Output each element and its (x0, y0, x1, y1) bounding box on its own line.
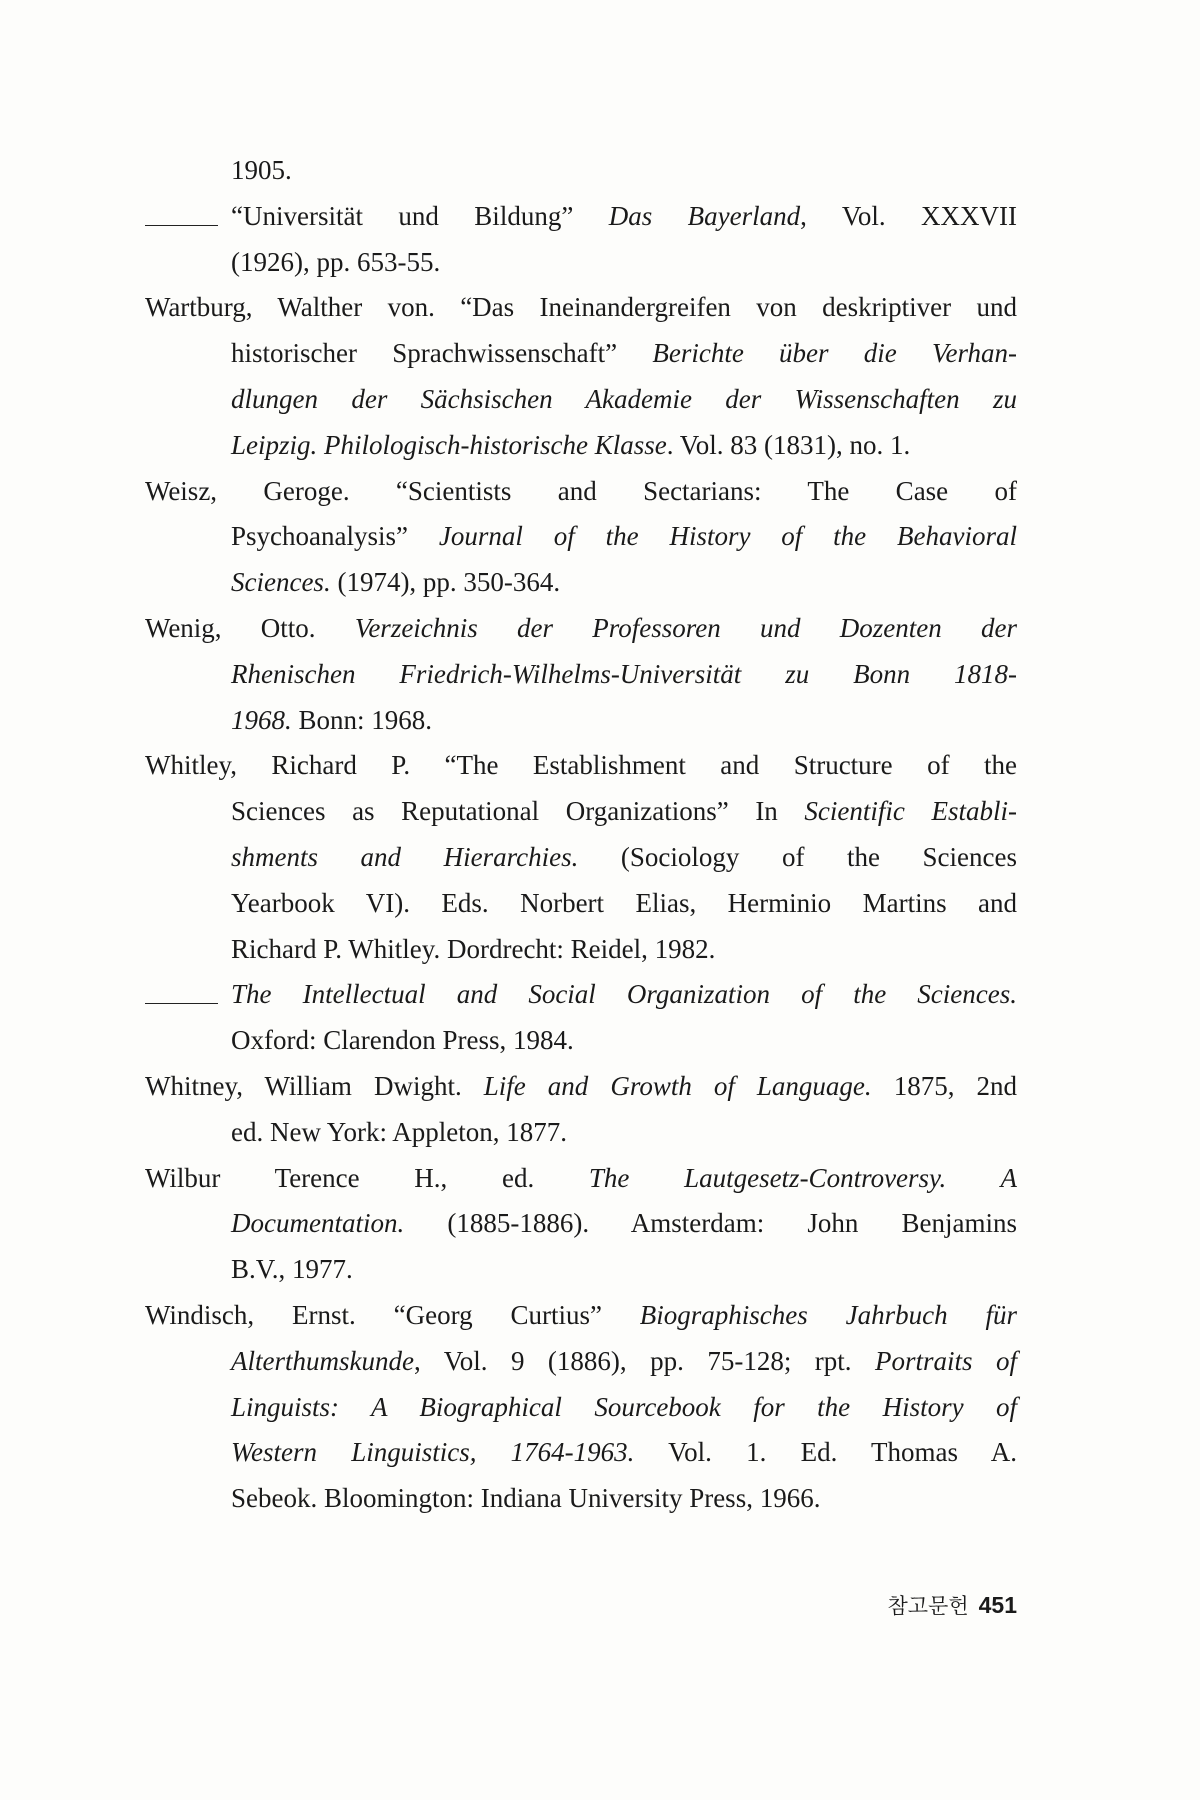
same-author-dash (145, 225, 218, 226)
entry-line (145, 1293, 1017, 1339)
italic-title-text: Portraits of (875, 1345, 1017, 1376)
bibliography-list (145, 148, 1017, 1522)
entry-text: 1905. (231, 155, 292, 185)
bibliography-entry (145, 743, 1017, 972)
entry-line (145, 743, 1017, 789)
entry-line (231, 1110, 1017, 1156)
entry-line (145, 1064, 1017, 1110)
entry-line (231, 1018, 1017, 1064)
italic-title-text: Rhenischen Friedrich-Wilhelms-Universität zu Bonn 1818- (231, 658, 1017, 689)
bibliography-entry (145, 972, 1017, 1064)
bibliography-entry (145, 1064, 1017, 1156)
entry-line (231, 377, 1017, 423)
italic-title-text: 1968. (231, 704, 292, 735)
italic-title-text: Verzeichnis der Professoren und Dozenten der (354, 612, 1018, 643)
entry-line (231, 1201, 1017, 1247)
italic-title-text: shments and Hierarchies. (231, 841, 579, 872)
entry-text: Sebeok. Bloomington: Indiana University Press, 1966. (231, 1483, 821, 1514)
page-number: 451 (978, 1592, 1017, 1618)
entry-text: ed. New York: Appleton, 1877. (231, 1116, 567, 1147)
running-footer-section: 참고문헌 (887, 1594, 969, 1618)
entry-line (231, 560, 1017, 606)
entry-line (231, 240, 1017, 286)
entry-line (231, 1385, 1017, 1431)
bibliography-entry (145, 1293, 1017, 1522)
entry-line (231, 652, 1017, 698)
italic-title-text: Leipzig. Philologisch-historische Klasse (231, 429, 667, 460)
bibliography-entry (145, 194, 1017, 286)
entry-line (231, 881, 1017, 927)
same-author-dash (145, 1003, 218, 1004)
entry-text: , Vol. 9 (1886), pp. 75-128; rpt. (413, 1345, 875, 1376)
entry-line (231, 1339, 1017, 1385)
entry-line (231, 1247, 1017, 1293)
entry-text: Wartburg, Walther von. “Das Ineinandergreifen von deskriptiver und (145, 292, 1017, 323)
italic-title-text: Das Bayerland (608, 200, 801, 231)
entry-line (231, 789, 1017, 835)
italic-title-text: Documentation. (231, 1208, 405, 1239)
entry-text: Sciences as Reputational Organizations” In (231, 796, 805, 827)
entry-line (231, 698, 1017, 744)
entry-line (145, 285, 1017, 331)
entry-line (145, 606, 1017, 652)
page-footer (880, 1590, 1017, 1620)
entry-text: (1926), pp. 653-55. (231, 246, 441, 277)
bibliography-entry (145, 148, 1017, 194)
entry-text: “Universität und Bildung” (231, 200, 609, 231)
entry-text: historischer Sprachwissenschaft” (231, 338, 653, 369)
italic-title-text: Western Linguistics, 1764-1963. (231, 1437, 635, 1468)
italic-title-text: Berichte über die Verhan- (652, 338, 1017, 369)
entry-text: (1885-1886). Amsterdam: John Benjamins (404, 1208, 1017, 1239)
entry-text: Richard P. Whitley. Dordrecht: Reidel, 1982. (231, 933, 716, 964)
entry-text: Yearbook VI). Eds. Norbert Elias, Herminio Martins and (231, 887, 1017, 918)
entry-text: Wilbur Terence H., ed. (145, 1162, 589, 1193)
italic-title-text: Biographisches Jahrbuch für (639, 1299, 1017, 1330)
entry-text: 1875, 2nd (871, 1070, 1017, 1101)
italic-title-text: Alterthumskunde (231, 1345, 414, 1376)
entry-text: Bonn: 1968. (291, 704, 433, 735)
entry-line (231, 423, 1017, 469)
entry-text: Vol. 1. Ed. Thomas A. (634, 1437, 1018, 1468)
entry-text: Weisz, Geroge. “Scientists and Sectarians: The Case of (145, 475, 1017, 506)
entry-line (231, 927, 1017, 973)
entry-line (231, 835, 1017, 881)
entry-line (231, 514, 1017, 560)
bibliography-entry (145, 285, 1017, 468)
italic-title-text: The Lautgesetz-Controversy. A (588, 1162, 1017, 1193)
entry-text: B.V., 1977. (231, 1254, 353, 1285)
entry-text: Oxford: Clarendon Press, 1984. (231, 1025, 574, 1056)
entry-line (231, 331, 1017, 377)
italic-title-text: Sciences. (231, 567, 331, 598)
italic-title-text: dlungen der Sächsischen Akademie der Wissenschaften zu (231, 383, 1017, 414)
italic-title-text: Linguists: A Biographical Sourcebook for the History of (231, 1391, 1017, 1422)
entry-line (231, 148, 1017, 194)
bibliography-entry (145, 469, 1017, 606)
entry-text: Windisch, Ernst. “Georg Curtius” (145, 1299, 640, 1330)
italic-title-text: The Intellectual and Social Organization of the Sciences. (231, 979, 1017, 1010)
entry-text: Psychoanalysis” (231, 521, 439, 552)
entry-text: Wenig, Otto. (145, 612, 355, 643)
bibliography-entry (145, 606, 1017, 743)
entry-line (231, 194, 1017, 240)
italic-title-text: Life and Growth of Language. (483, 1070, 872, 1101)
entry-text: (1974), pp. 350-364. (330, 567, 561, 598)
entry-line (231, 972, 1017, 1018)
entry-text: , Vol. XXXVII (800, 200, 1017, 231)
entry-text: Whitney, William Dwight. (145, 1070, 484, 1101)
entry-line (231, 1476, 1017, 1522)
entry-text: Whitley, Richard P. “The Establishment and Structure of the (145, 750, 1017, 781)
entry-line (231, 1430, 1017, 1476)
italic-title-text: Scientific Establi- (804, 796, 1017, 827)
italic-title-text: Journal of the History of the Behavioral (438, 521, 1018, 552)
entry-line (145, 1156, 1017, 1202)
entry-text: . Vol. 83 (1831), no. 1. (666, 429, 911, 460)
entry-text: (Sociology of the Sciences (578, 841, 1017, 872)
bibliography-entry (145, 1156, 1017, 1293)
entry-line (145, 469, 1017, 515)
